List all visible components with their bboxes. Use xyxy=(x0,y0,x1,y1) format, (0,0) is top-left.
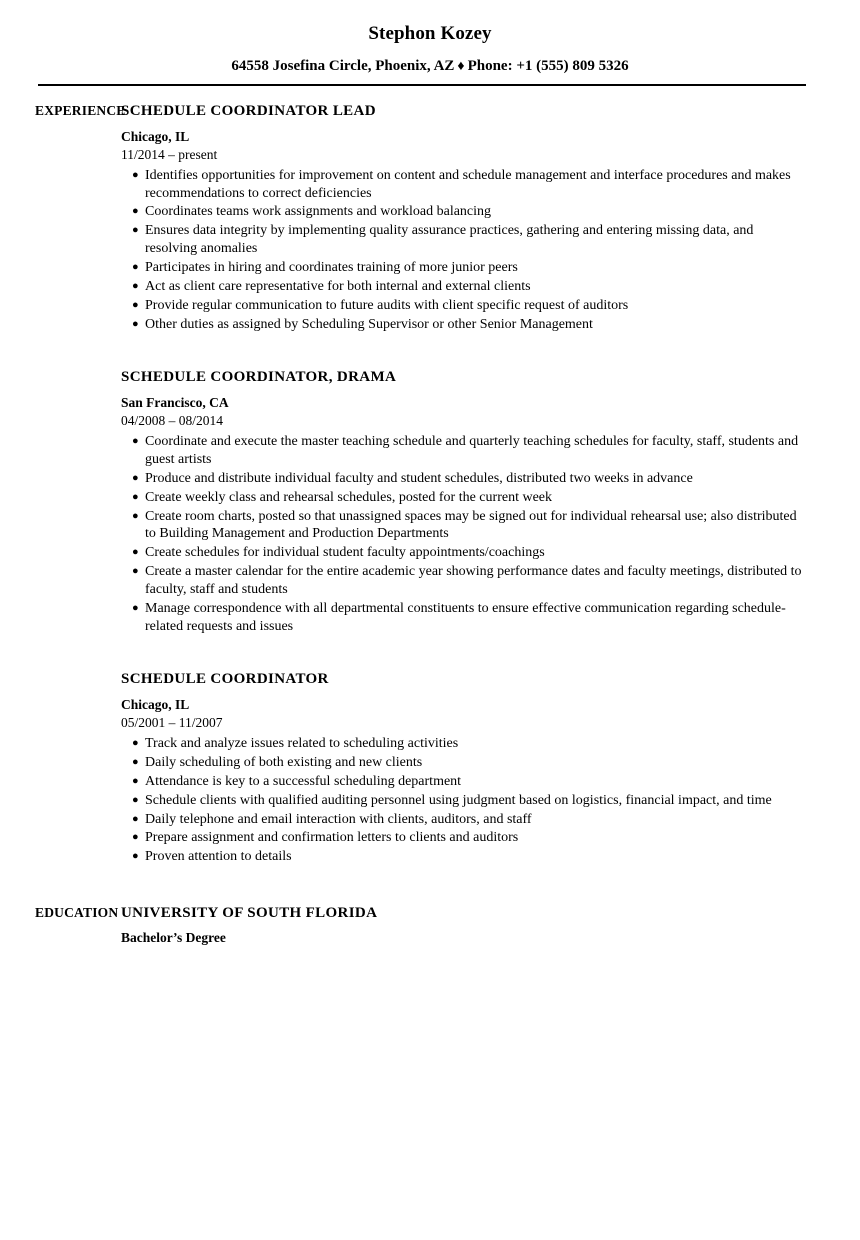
list-item-text: Proven attention to details xyxy=(145,849,292,865)
list-item xyxy=(121,316,808,334)
education-school: UNIVERSITY OF SOUTH FLORIDA xyxy=(121,905,378,922)
bullet-point-icon: ● xyxy=(132,471,139,484)
list-item xyxy=(121,470,808,488)
list-item-text: Ensures data integrity by implementing quality assurance practices, gathering and entering missing data, and resolving anomalies xyxy=(145,223,754,257)
experience-section xyxy=(0,102,860,867)
list-item xyxy=(121,433,808,469)
list-item-text: Create a master calendar for the entire academic year showing performance dates and faculty meetings, distributed to faculty, staff and students xyxy=(145,564,802,598)
job-location: Chicago, IL xyxy=(121,696,190,712)
list-item xyxy=(121,792,808,810)
bullet-point-icon: ● xyxy=(132,774,139,787)
list-item xyxy=(121,848,808,866)
bullet-point-icon: ● xyxy=(132,736,139,749)
contact-phone: Phone: +1 (555) 809 5326 xyxy=(467,57,629,74)
list-item-text: Produce and distribute individual faculty and student schedules, distributed two weeks in advance xyxy=(145,470,693,486)
job-dates: 04/2008 – 08/2014 xyxy=(121,413,224,428)
list-item-text: Participates in hiring and coordinates training of more junior peers xyxy=(145,260,518,276)
bullet-point-icon: ● xyxy=(132,317,139,330)
bullet-point-icon: ● xyxy=(132,509,139,522)
job-responsibility-list xyxy=(121,167,808,334)
bullet-point-icon: ● xyxy=(132,434,139,447)
job-title: SCHEDULE COORDINATOR LEAD xyxy=(121,102,376,119)
job-entry xyxy=(121,102,808,334)
list-item xyxy=(121,508,808,544)
job-location: Chicago, IL xyxy=(121,128,190,144)
list-item-text: Attendance is key to a successful scheduling department xyxy=(145,773,462,789)
job-responsibility-list xyxy=(121,735,808,866)
list-item-text: Manage correspondence with all departmental constituents to ensure effective communication regarding schedule-related requests and issues xyxy=(145,601,786,634)
education-body xyxy=(121,904,860,946)
list-item-text: Identifies opportunities for improvement on content and schedule management and interface procedures and makes recommendations to correct deficiencies xyxy=(145,167,791,201)
list-item xyxy=(121,203,808,221)
bullet-point-icon: ● xyxy=(132,831,139,844)
contact-address: 64558 Josefina Circle, Phoenix, AZ xyxy=(231,57,455,74)
job-title: SCHEDULE COORDINATOR, DRAMA xyxy=(121,368,397,385)
header-divider xyxy=(38,84,806,86)
job-dates: 05/2001 – 11/2007 xyxy=(121,715,223,731)
section-label-experience: EXPERIENCE xyxy=(35,102,126,118)
list-item xyxy=(121,297,808,315)
job-entry xyxy=(121,670,808,866)
education-degree: Bachelor’s Degree xyxy=(121,930,226,946)
list-item-text: Create room charts, posted so that unassigned spaces may be signed out for individual rehearsal use; also distributed to Building Management and Production Departments xyxy=(145,508,797,542)
list-item-text: Daily telephone and email interaction with clients, auditors, and staff xyxy=(145,811,532,827)
diamond-separator-icon: ♦ xyxy=(457,58,465,74)
bullet-point-icon: ● xyxy=(132,261,139,274)
bullet-point-icon: ● xyxy=(132,168,139,181)
bullet-point-icon: ● xyxy=(132,850,139,863)
education-section xyxy=(0,904,860,946)
list-item xyxy=(121,544,808,562)
resume-header xyxy=(0,0,860,86)
list-item xyxy=(121,600,808,636)
bullet-point-icon: ● xyxy=(132,280,139,293)
list-item-text: Create weekly class and rehearsal schedules, posted for the current week xyxy=(145,489,552,505)
list-item-text: Daily scheduling of both existing and new clients xyxy=(145,754,423,770)
list-item xyxy=(121,735,808,753)
contact-line xyxy=(0,57,860,76)
experience-body xyxy=(121,102,860,867)
job-responsibility-list xyxy=(121,433,808,636)
list-item xyxy=(121,167,808,203)
list-item-text: Provide regular communication to future audits with client specific request of auditors xyxy=(145,298,629,313)
list-item-text: Other duties as assigned by Scheduling Supervisor or other Senior Management xyxy=(145,316,593,332)
list-item-text: Coordinates teams work assignments and workload balancing xyxy=(145,204,492,220)
job-location: San Francisco, CA xyxy=(121,394,229,410)
list-item-text: Schedule clients with qualified auditing personnel using judgment based on logistics, financial impact, and time xyxy=(145,792,772,808)
bullet-point-icon: ● xyxy=(132,565,139,578)
bullet-point-icon: ● xyxy=(132,299,139,311)
job-title: SCHEDULE COORDINATOR xyxy=(121,670,329,687)
bullet-point-icon: ● xyxy=(132,205,139,218)
candidate-name: Stephon Kozey xyxy=(368,23,492,44)
list-item-text: Coordinate and execute the master teaching schedule and quarterly teaching schedules for faculty, staff, students and guest artists xyxy=(145,433,799,467)
job-dates: 11/2014 – present xyxy=(121,146,218,162)
list-item xyxy=(121,259,808,277)
bullet-point-icon: ● xyxy=(132,793,139,806)
list-item-text: Create schedules for individual student faculty appointments/coachings xyxy=(145,545,545,561)
list-item-text: Act as client care representative for both internal and external clients xyxy=(145,279,531,295)
bullet-point-icon: ● xyxy=(132,490,139,503)
list-item xyxy=(121,222,808,258)
list-item xyxy=(121,563,808,599)
bullet-point-icon: ● xyxy=(132,755,139,768)
bullet-point-icon: ● xyxy=(132,812,139,825)
list-item xyxy=(121,829,808,847)
bullet-point-icon: ● xyxy=(132,602,139,615)
job-entry xyxy=(121,368,808,636)
list-item xyxy=(121,811,808,829)
education-entry xyxy=(121,904,808,946)
list-item xyxy=(121,278,808,296)
bullet-point-icon: ● xyxy=(132,546,139,559)
list-item-text: Prepare assignment and confirmation letters to clients and auditors xyxy=(145,830,519,846)
section-label-education: EDUCATION xyxy=(35,905,119,921)
list-item xyxy=(121,773,808,791)
list-item xyxy=(121,489,808,507)
bullet-point-icon: ● xyxy=(132,224,139,237)
list-item-text: Track and analyze issues related to scheduling activities xyxy=(145,735,459,751)
list-item xyxy=(121,754,808,772)
